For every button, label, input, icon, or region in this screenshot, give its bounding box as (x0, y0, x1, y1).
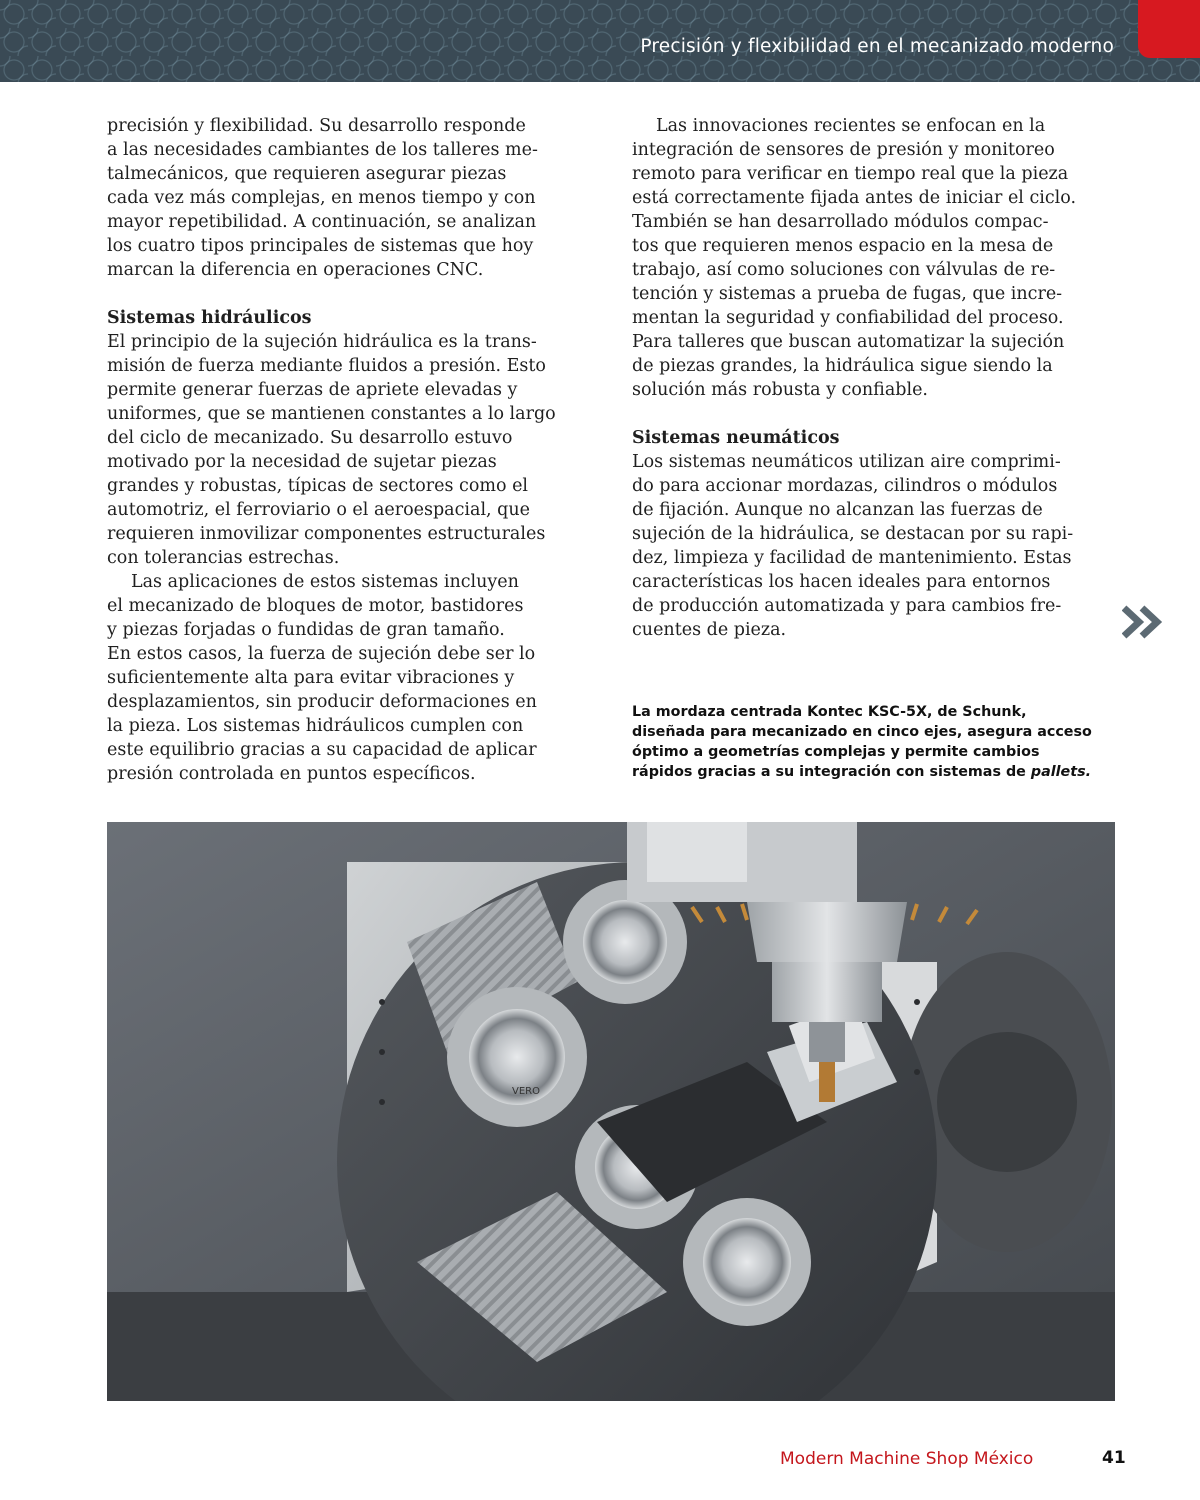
text-line: características los hacen ideales para entornos (632, 572, 1051, 592)
subheading-hydraulic: Sistemas hidráulicos (107, 308, 312, 328)
text-line: el mecanizado de bloques de motor, bastidores (107, 596, 524, 616)
photo-caption (632, 702, 1132, 782)
text-line: integración de sensores de presión y monitoreo (632, 140, 1055, 160)
caption-line: rápidos gracias a su integración con sistemas de pallets. (632, 764, 1092, 780)
text-line: mentan la seguridad y confiabilidad del proceso. (632, 308, 1064, 328)
text-line: del ciclo de mecanizado. Su desarrollo estuvo (107, 428, 513, 448)
text-line: de piezas grandes, la hidráulica sigue siendo la (632, 356, 1053, 376)
text-line: motivado por la necesidad de sujetar piezas (107, 452, 497, 472)
text-line: con tolerancias estrechas. (107, 548, 340, 568)
text-line: los cuatro tipos principales de sistemas que hoy (107, 236, 534, 256)
machine-photo (107, 822, 1115, 1401)
text-line: Las aplicaciones de estos sistemas incluyen (131, 572, 519, 592)
page-number: 41 (1102, 1448, 1126, 1468)
text-line: do para accionar mordazas, cilindros o módulos (632, 476, 1058, 496)
text-line: grandes y robustas, típicas de sectores como el (107, 476, 529, 496)
text-line: este equilibrio gracias a su capacidad de aplicar (107, 740, 537, 760)
double-chevron-right-icon[interactable] (1122, 605, 1166, 639)
right-column (632, 114, 1117, 642)
text-line: mayor repetibilidad. A continuación, se analizan (107, 212, 537, 232)
chuck-label: VERO (512, 1086, 540, 1097)
text-line: de fijación. Aunque no alcanzan las fuerzas de (632, 500, 1043, 520)
text-line: misión de fuerza mediante fluidos a presión. Esto (107, 356, 546, 376)
subheading-pneumatic: Sistemas neumáticos (632, 428, 840, 448)
text-line: precisión y flexibilidad. Su desarrollo responde (107, 116, 526, 136)
text-line: permite generar fuerzas de apriete elevadas y (107, 380, 518, 400)
text-line: automotriz, el ferroviario o el aeroespacial, que (107, 500, 530, 520)
text-line: talmecánicos, que requieren asegurar piezas (107, 164, 507, 184)
text-line: trabajo, así como soluciones con válvulas de re- (632, 260, 1056, 280)
page-header-band (0, 0, 1200, 82)
caption-line: diseñada para mecanizado en cinco ejes, asegura acceso (632, 724, 1092, 740)
text-line: está correctamente fijada antes de iniciar el ciclo. (632, 188, 1077, 208)
caption-line: óptimo a geometrías complejas y permite cambios (632, 744, 1040, 760)
text-line: tos que requieren menos espacio en la mesa de (632, 236, 1054, 256)
text-line: cuentes de pieza. (632, 620, 787, 640)
text-line: suficientemente alta para evitar vibraciones y (107, 668, 515, 688)
text-line: El principio de la sujeción hidráulica es la trans- (107, 332, 537, 352)
text-line: cada vez más complejas, en menos tiempo y con (107, 188, 536, 208)
text-line: dez, limpieza y facilidad de mantenimiento. Estas (632, 548, 1072, 568)
text-line: a las necesidades cambiantes de los talleres me- (107, 140, 538, 160)
text-line: tención y sistemas a prueba de fugas, que incre- (632, 284, 1063, 304)
text-line: marcan la diferencia en operaciones CNC. (107, 260, 484, 280)
text-line: En estos casos, la fuerza de sujeción debe ser lo (107, 644, 536, 664)
text-line: También se han desarrollado módulos compac- (632, 212, 1049, 232)
text-line: desplazamientos, sin producir deformaciones en (107, 692, 537, 712)
text-line: remoto para verificar en tiempo real que la pieza (632, 164, 1069, 184)
text-line: sujeción de la hidráulica, se destacan por su rapi- (632, 524, 1074, 544)
machine-illustration (107, 822, 1115, 1401)
section-title: Precisión y flexibilidad en el mecanizado moderno (640, 36, 1114, 57)
text-line: Para talleres que buscan automatizar la sujeción (632, 332, 1065, 352)
text-line: de producción automatizada y para cambios fre- (632, 596, 1062, 616)
text-line: la pieza. Los sistemas hidráulicos cumplen con (107, 716, 524, 736)
left-column (107, 114, 592, 786)
red-corner-tab (1138, 0, 1200, 58)
text-line: requieren inmovilizar componentes estructurales (107, 524, 546, 544)
caption-italic: pallets. (1030, 764, 1092, 780)
magazine-name: Modern Machine Shop México (780, 1449, 1034, 1469)
text-line: solución más robusta y confiable. (632, 380, 928, 400)
text-line: Los sistemas neumáticos utilizan aire comprimi- (632, 452, 1061, 472)
text-line: Las innovaciones recientes se enfocan en la (656, 116, 1046, 136)
caption-line: La mordaza centrada Kontec KSC-5X, de Schunk, (632, 704, 1027, 720)
text-line: y piezas forjadas o fundidas de gran tamaño. (107, 620, 505, 640)
text-line: uniformes, que se mantienen constantes a lo largo (107, 404, 556, 424)
text-line: presión controlada en puntos específicos. (107, 764, 476, 784)
